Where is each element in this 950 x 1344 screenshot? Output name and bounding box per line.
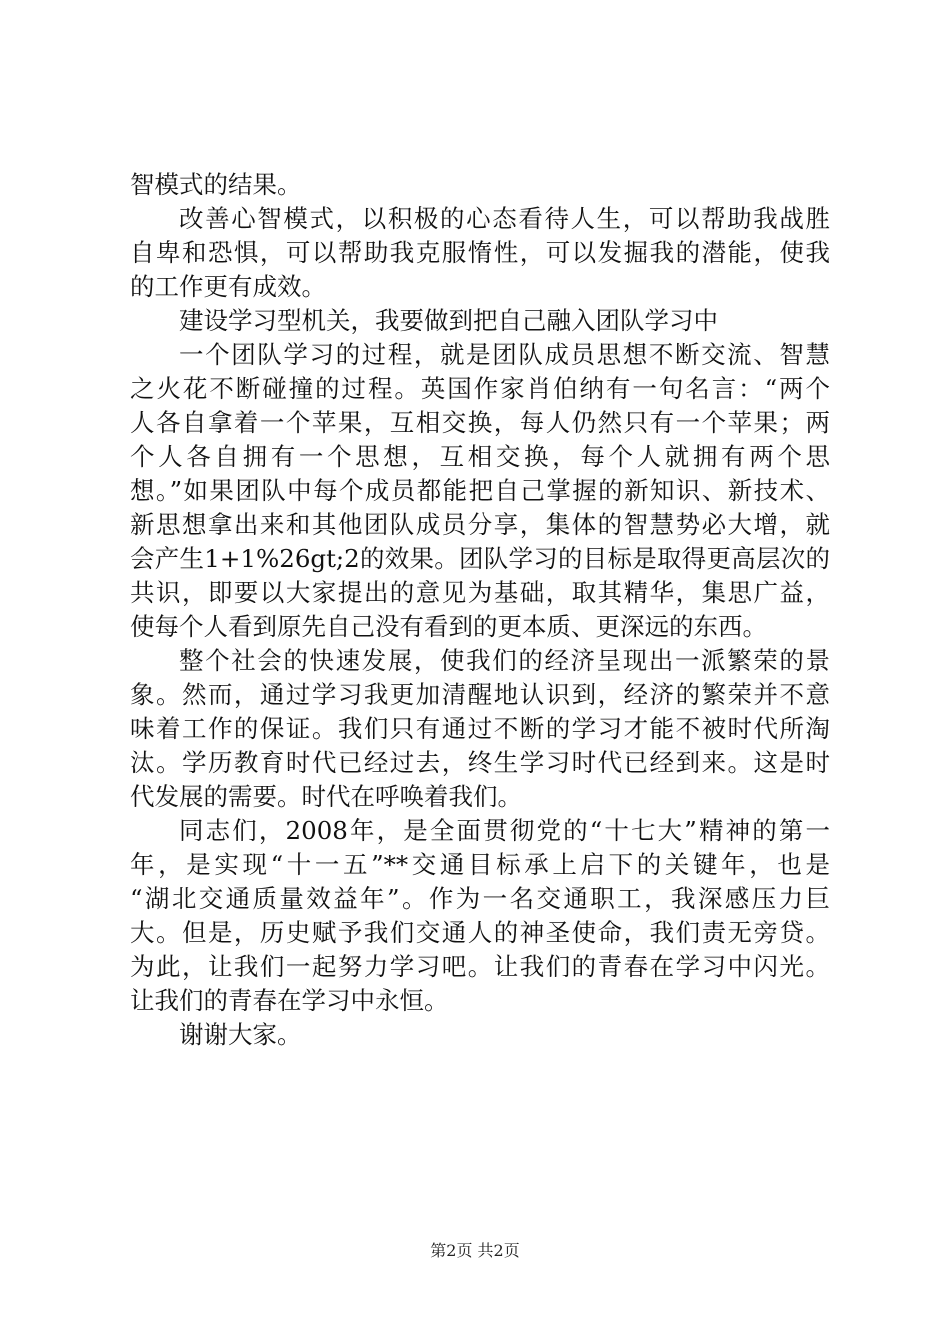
text-line: 年，是实现“十一五”**交通目标承上启下的关键年，也是 — [130, 850, 830, 879]
text-line: 味着工作的保证。我们只有通过不断的学习才能不被时代所淘 — [130, 714, 830, 743]
text-line: 让我们的青春在学习中永恒。 — [130, 986, 449, 1015]
text-line: 自卑和恐惧，可以帮助我克服惰性，可以发掘我的潜能，使我 — [130, 238, 830, 267]
body-text — [130, 168, 830, 1052]
text-line: 改善心智模式，以积极的心态看待人生，可以帮助我战胜 — [179, 204, 830, 233]
text-line: 使每个人看到原先自己没有看到的更本质、更深远的东西。 — [130, 612, 767, 641]
page-number-label: 第2页 共2页 — [430, 1241, 520, 1260]
text-line: 大。但是，历史赋予我们交通人的神圣使命，我们责无旁贷。 — [130, 918, 830, 947]
text-line: 同志们，2008年，是全面贯彻党的“十七大”精神的第一 — [179, 816, 830, 845]
text-line: 汰。学历教育时代已经过去，终生学习时代已经到来。这是时 — [130, 748, 830, 777]
text-line: 智模式的结果。 — [130, 170, 302, 199]
text-line: 建设学习型机关，我要做到把自己融入团队学习中 — [179, 306, 718, 335]
text-line: 个人各自拥有一个思想，互相交换，每个人就拥有两个思 — [130, 442, 830, 471]
text-line: 整个社会的快速发展，使我们的经济呈现出一派繁荣的景 — [179, 646, 830, 675]
text-line: 共识，即要以大家提出的意见为基础，取其精华，集思广益， — [130, 578, 830, 607]
text-line: 代发展的需要。时代在呼唤着我们。 — [130, 782, 522, 811]
text-line: 象。然而，通过学习我更加清醒地认识到，经济的繁荣并不意 — [130, 680, 830, 709]
text-line: “湖北交通质量效益年”。作为一名交通职工，我深感压力巨 — [130, 884, 830, 913]
text-line: 新思想拿出来和其他团队成员分享，集体的智慧势必大增，就 — [130, 510, 830, 539]
text-line: 会产生1+1%26gt;2的效果。团队学习的目标是取得更高层次的 — [130, 544, 830, 573]
text-line: 谢谢大家。 — [179, 1020, 302, 1049]
text-line: 人各自拿着一个苹果，互相交换，每人仍然只有一个苹果；两 — [130, 408, 830, 437]
text-line: 一个团队学习的过程，就是团队成员思想不断交流、智慧 — [179, 340, 830, 369]
text-line: 之火花不断碰撞的过程。英国作家肖伯纳有一句名言：“两个 — [130, 374, 830, 403]
text-line: 想。”如果团队中每个成员都能把自己掌握的新知识、新技术、 — [130, 476, 830, 505]
page-footer — [0, 1240, 950, 1262]
text-line: 的工作更有成效。 — [130, 272, 326, 301]
text-line: 为此，让我们一起努力学习吧。让我们的青春在学习中闪光。 — [130, 952, 830, 981]
